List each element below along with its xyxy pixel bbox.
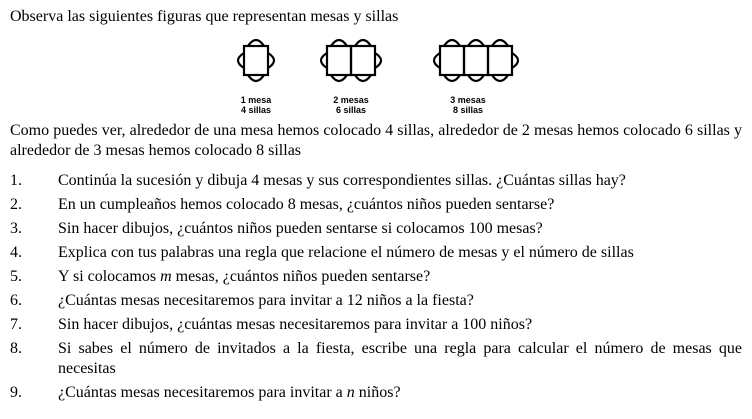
explanation-paragraph: Como puedes ver, alrededor de una mesa hemos colocado 4 sillas, alrededor de 2 mesas hemos colocado 6 sillas y alrededor de 3 mesas hemos colocado 8 sillas (10, 122, 742, 159)
figure-2-label-tables: 2 mesas (333, 95, 369, 105)
question-item (10, 383, 742, 403)
figure-2-mesas (321, 40, 381, 81)
question-item (10, 195, 742, 215)
table-1 (244, 46, 268, 75)
question-list (10, 171, 742, 407)
question-number: 5. (10, 268, 22, 285)
question-item (10, 315, 742, 335)
question-text: Continúa la sucesión y dibuja 4 mesas y sus correspondientes sillas. ¿Cuántas sillas hay? (58, 172, 626, 189)
figure-2-label-chairs: 6 sillas (335, 105, 367, 115)
variable-n: n (346, 384, 355, 401)
figure-2-label (316, 95, 386, 115)
question-item (10, 291, 742, 311)
table-3 (488, 46, 512, 75)
figure-3-mesas (434, 40, 518, 81)
table-1 (440, 46, 464, 75)
question-item (10, 339, 742, 379)
question-number: 3. (10, 220, 22, 237)
question-text: Sin hacer dibujos, ¿cuántas mesas necesitaremos para invitar a 100 niños? (58, 316, 533, 333)
question-item (10, 219, 742, 239)
question-text: Si sabes el número de invitados a la fiesta, escribe una regla para calcular el número de mesas que necesitas (58, 340, 742, 377)
table-1 (327, 46, 351, 75)
table-2 (464, 46, 488, 75)
figure-1-mesa (238, 40, 274, 81)
question-number: 4. (10, 244, 22, 261)
figure-3-label-chairs: 8 sillas (452, 105, 484, 115)
figure-1-label-tables: 1 mesa (240, 95, 272, 105)
figure-3-label (433, 95, 503, 115)
question-text: Sin hacer dibujos, ¿cuántos niños pueden sentarse si colocamos 100 mesas? (58, 220, 543, 237)
intro-text: Observa las siguientes figuras que representan mesas y sillas (10, 8, 399, 25)
figures-area (0, 30, 752, 122)
question-item (10, 243, 742, 263)
question-text-before: Y si colocamos (58, 268, 161, 285)
question-number: 2. (10, 196, 22, 213)
question-number: 7. (10, 316, 22, 333)
figure-1-label (221, 95, 291, 115)
question-number: 8. (10, 340, 22, 357)
variable-m: m (160, 268, 172, 285)
figure-1-label-chairs: 4 sillas (240, 105, 272, 115)
table-2 (351, 46, 375, 75)
question-text-after: niños? (354, 384, 401, 401)
question-text (58, 383, 742, 403)
question-text: ¿Cuántas mesas necesitaremos para invitar a 12 niños a la fiesta? (58, 292, 474, 309)
question-number: 6. (10, 292, 22, 309)
question-item (10, 267, 742, 287)
question-number: 1. (10, 172, 22, 189)
question-number: 9. (10, 384, 22, 401)
question-item (10, 171, 742, 191)
question-text: En un cumpleaños hemos colocado 8 mesas, ¿cuántos niños pueden sentarse? (58, 196, 555, 213)
question-text-after: mesas, ¿cuántos niños pueden sentarse? (171, 268, 431, 285)
question-text-before: ¿Cuántas mesas necesitaremos para invitar a (58, 384, 347, 401)
figure-3-label-tables: 3 mesas (450, 95, 486, 105)
question-text: Explica con tus palabras una regla que relacione el número de mesas y el número de sillas (58, 244, 634, 261)
question-text (58, 267, 742, 287)
